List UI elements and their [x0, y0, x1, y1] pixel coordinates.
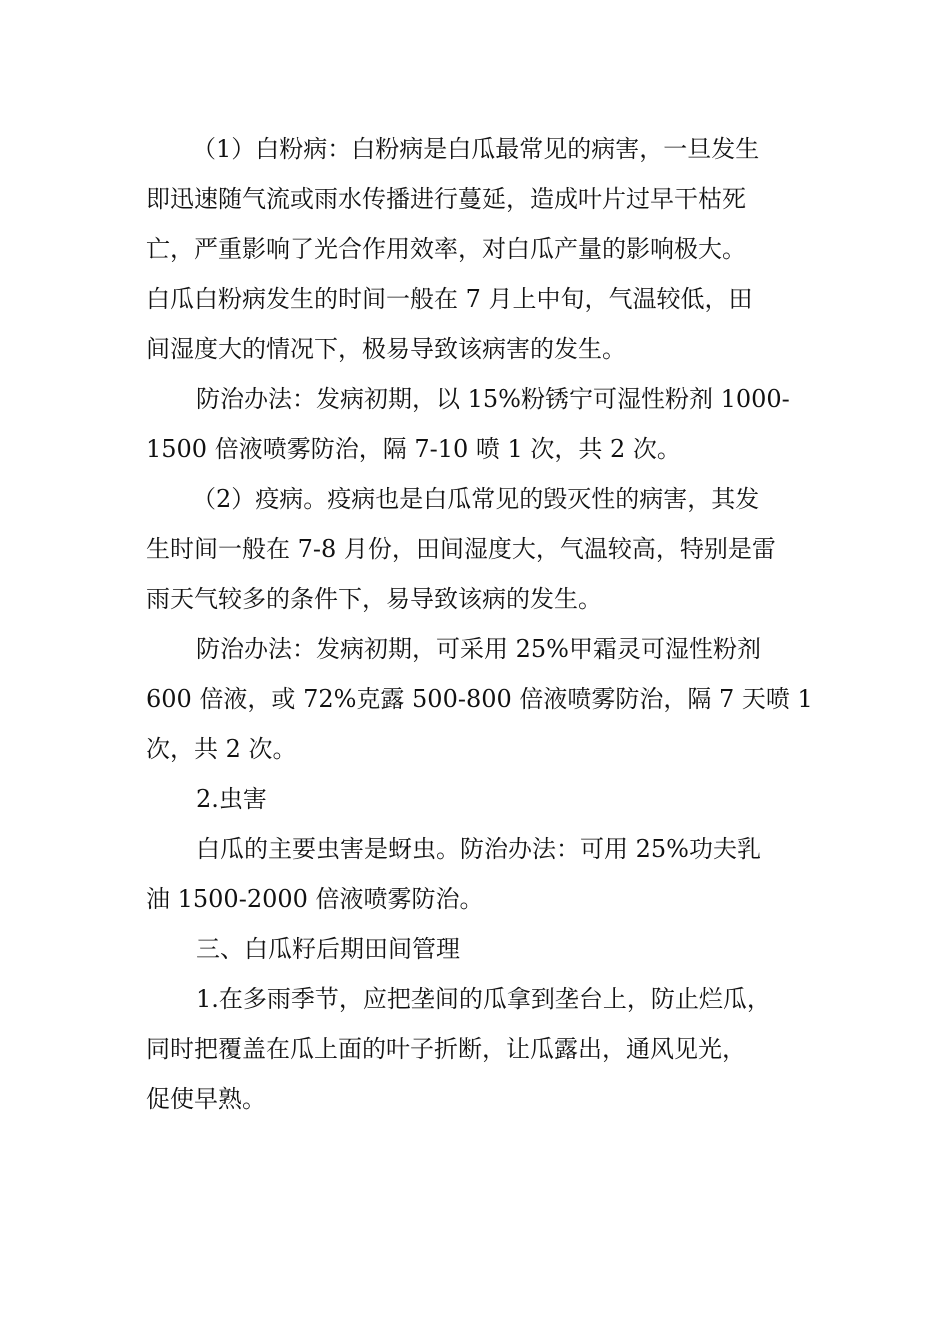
document-page — [146, 124, 813, 1124]
text-line: 600 倍液，或 72%克露 500-800 倍液喷雾防治，隔 7 天喷 1 — [146, 685, 813, 713]
section-heading: 三、白瓜籽后期田间管理 — [196, 935, 460, 963]
text-line: 次，共 2 次。 — [146, 735, 297, 763]
text-line: 间湿度大的情况下，极易导致该病害的发生。 — [146, 335, 626, 363]
text-line: （1）白粉病：白粉病是白瓜最常见的病害，一旦发生 — [192, 135, 760, 163]
text-line: 防治办法：发病初期，以 15%粉锈宁可湿性粉剂 1000- — [196, 385, 790, 413]
text-line: 同时把覆盖在瓜上面的叶子折断，让瓜露出，通风见光， — [146, 1035, 746, 1063]
text-line: 促使早熟。 — [146, 1085, 266, 1113]
text-line: 雨天气较多的条件下，易导致该病的发生。 — [146, 585, 602, 613]
text-line: 生时间一般在 7-8 月份，田间湿度大，气温较高，特别是雷 — [146, 535, 776, 563]
text-line: 油 1500-2000 倍液喷雾防治。 — [146, 885, 484, 913]
text-line: 白瓜的主要虫害是蚜虫。防治办法：可用 25%功夫乳 — [196, 835, 761, 863]
text-line: 1.在多雨季节，应把垄间的瓜拿到垄台上，防止烂瓜， — [196, 985, 771, 1013]
section-heading: 2.虫害 — [196, 785, 267, 813]
text-line: 即迅速随气流或雨水传播进行蔓延，造成叶片过早干枯死 — [146, 185, 746, 213]
text-line: 亡，严重影响了光合作用效率，对白瓜产量的影响极大。 — [146, 235, 746, 263]
text-line: （2）疫病。疫病也是白瓜常见的毁灭性的病害，其发 — [192, 485, 760, 513]
text-line: 白瓜白粉病发生的时间一般在 7 月上中旬，气温较低，田 — [146, 285, 753, 313]
text-line: 防治办法：发病初期，可采用 25%甲霜灵可湿性粉剂 — [196, 635, 761, 663]
text-line: 1500 倍液喷雾防治，隔 7-10 喷 1 次，共 2 次。 — [146, 435, 681, 463]
